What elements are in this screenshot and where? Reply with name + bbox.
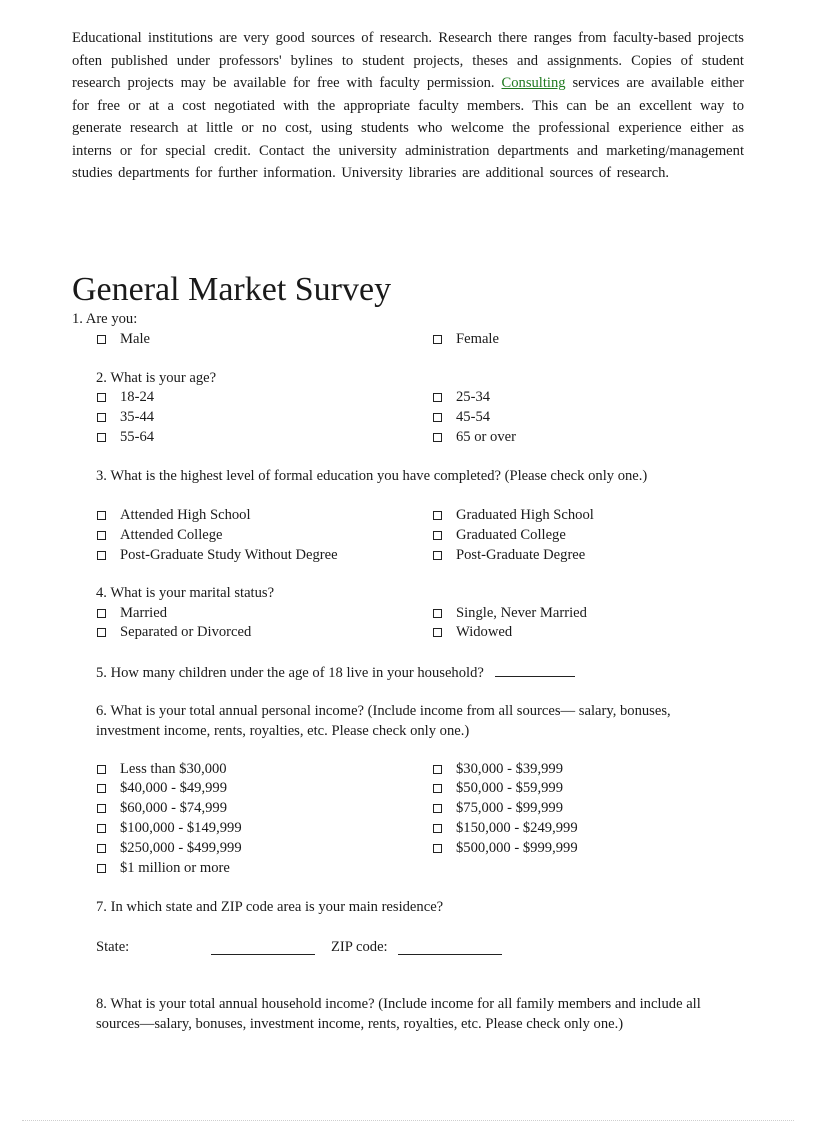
question-2: 2. What is your age? [96,370,217,386]
checkbox-income-30k-40k[interactable] [433,765,442,774]
question-4: 4. What is your marital status? [96,585,275,601]
zip-field[interactable] [398,940,502,955]
checkbox-attended-college[interactable] [97,531,106,540]
checkbox-income-250k-500k[interactable] [97,844,106,853]
option-income-30k-40k: $30,000 - $39,999 [456,761,564,777]
page-bottom-divider [22,1120,794,1121]
zip-label: ZIP code: [331,939,388,955]
checkbox-income-50k-60k[interactable] [433,784,442,793]
checkbox-age-55-64[interactable] [97,433,106,442]
checkbox-income-500k-1m[interactable] [433,844,442,853]
option-income-100k-150k: $100,000 - $149,999 [120,820,242,836]
checkbox-age-35-44[interactable] [97,413,106,422]
option-age-65-over: 65 or over [456,429,516,445]
checkbox-age-65-over[interactable] [433,433,442,442]
question-5 [96,662,575,684]
option-female: Female [456,331,499,347]
checkbox-male[interactable] [97,335,106,344]
option-age-18-24: 18-24 [120,389,155,405]
option-graduated-high-school: Graduated High School [456,507,594,523]
checkbox-age-18-24[interactable] [97,393,106,402]
checkbox-single[interactable] [433,609,442,618]
checkbox-income-150k-250k[interactable] [433,824,442,833]
children-count-field[interactable] [495,662,575,677]
checkbox-income-1m-more[interactable] [97,864,106,873]
checkbox-income-60k-75k[interactable] [97,804,106,813]
option-income-less-30k: Less than $30,000 [120,761,227,777]
option-single: Single, Never Married [456,605,587,621]
question-5-text: 5. How many children under the age of 18 live in your household? [96,665,484,681]
checkbox-income-100k-150k[interactable] [97,824,106,833]
option-age-25-34: 25-34 [456,389,491,405]
option-income-75k-100k: $75,000 - $99,999 [456,800,564,816]
question-6: 6. What is your total annual personal income? (Include income from all sources— salary, bonuses, investment income, rents, royalties, etc. Please check only one.) [96,703,671,739]
survey-title: General Market Survey [72,271,392,308]
checkbox-graduated-high-school[interactable] [433,511,442,520]
option-post-graduate-degree: Post-Graduate Degree [456,547,586,563]
checkbox-income-75k-100k[interactable] [433,804,442,813]
question-1: 1. Are you: [72,311,138,327]
checkbox-income-40k-50k[interactable] [97,784,106,793]
option-income-150k-250k: $150,000 - $249,999 [456,820,578,836]
checkbox-female[interactable] [433,335,442,344]
question-3: 3. What is the highest level of formal education you have completed? (Please check only one.) [96,468,648,484]
option-age-45-54: 45-54 [456,409,491,425]
checkbox-separated-divorced[interactable] [97,628,106,637]
checkbox-age-45-54[interactable] [433,413,442,422]
option-age-35-44: 35-44 [120,409,155,425]
checkbox-attended-high-school[interactable] [97,511,106,520]
checkbox-age-25-34[interactable] [433,393,442,402]
option-widowed: Widowed [456,624,513,640]
question-7: 7. In which state and ZIP code area is your main residence? [96,899,444,915]
option-male: Male [120,331,150,347]
option-attended-college: Attended College [120,527,223,543]
option-post-graduate-study: Post-Graduate Study Without Degree [120,547,338,563]
option-age-55-64: 55-64 [120,429,155,445]
intro-text-part-1: Educational institutions are very good sources of research. Research there ranges from faculty-based projects often published under professors' bylines to student projects, theses and assignments. Copies of student research projects may be available for free with faculty permission. [72,30,744,91]
consulting-link[interactable]: Consulting [501,75,566,91]
option-income-40k-50k: $40,000 - $49,999 [120,780,228,796]
option-income-1m-more: $1 million or more [120,860,230,876]
checkbox-post-graduate-degree[interactable] [433,551,442,560]
checkbox-married[interactable] [97,609,106,618]
state-label: State: [96,939,130,955]
intro-text-part-2: services are available either for free or at a cost negotiated with the appropriate faculty members. This can be an excellent way to generate research at little or no cost, using students who welcome the professional experience either as interns or for special credit. Contact the university administration departments and marketing/management studies departments for further information. University libraries are additional sources of research. [72,75,744,181]
checkbox-post-graduate-study[interactable] [97,551,106,560]
option-married: Married [120,605,168,621]
checkbox-widowed[interactable] [433,628,442,637]
intro-paragraph [72,27,744,185]
option-graduated-college: Graduated College [456,527,566,543]
option-income-60k-75k: $60,000 - $74,999 [120,800,228,816]
option-income-500k-1m: $500,000 - $999,999 [456,840,578,856]
option-separated-divorced: Separated or Divorced [120,624,252,640]
checkbox-income-less-30k[interactable] [97,765,106,774]
option-attended-high-school: Attended High School [120,507,251,523]
state-field[interactable] [211,940,315,955]
question-8: 8. What is your total annual household income? (Include income for all family members and include all sources—salary, bonuses, investment income, rents, royalties, etc. Please check only one.) [96,996,701,1032]
checkbox-graduated-college[interactable] [433,531,442,540]
option-income-250k-500k: $250,000 - $499,999 [120,840,242,856]
option-income-50k-60k: $50,000 - $59,999 [456,780,564,796]
